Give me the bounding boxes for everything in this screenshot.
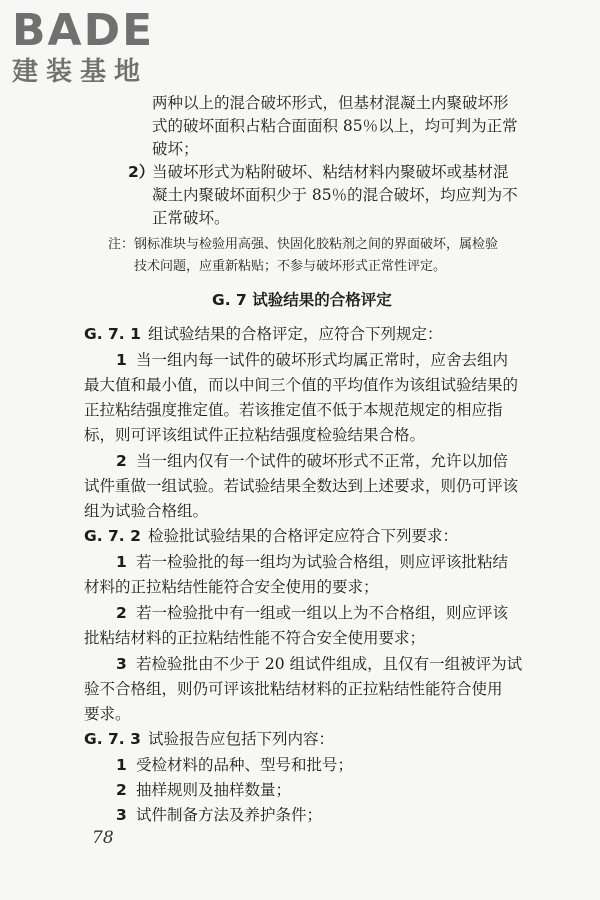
- item-number: 2: [116, 781, 127, 799]
- logo-text-en: BADE: [12, 5, 155, 56]
- text-line: 当一组内每一试件的破坏形式均属正常时，应舍去组内: [136, 351, 509, 369]
- text-line: 当一组内仅有一个试件的破坏形式不正常，允许以加倍: [136, 452, 509, 470]
- text-line: 批粘结材料的正拉粘结性能不符合安全使用要求；: [84, 629, 426, 647]
- text-line: 两种以上的混合破坏形式，但基材混凝土内聚破坏形: [152, 94, 509, 112]
- text-line: 要求。: [84, 705, 131, 723]
- text-line: 凝土内聚破坏面积少于 85％的混合破坏，均应判为不: [152, 186, 518, 204]
- text-line: 试件制备方法及养护条件；: [136, 806, 323, 824]
- note-line: 技术问题，应重新粘贴；不参与破坏形式正常性评定。: [134, 259, 447, 274]
- item-number: 1: [116, 553, 127, 571]
- item-number: 2）: [128, 163, 155, 181]
- text-line: 当破坏形式为粘附破坏、粘结材料内聚破坏或基材混: [152, 163, 509, 181]
- text-line: 标，则可评该组试件正拉粘结强度检验结果合格。: [84, 426, 426, 444]
- text-line: 检验批试验结果的合格评定应符合下列要求：: [148, 527, 459, 545]
- text-line: 抽样规则及抽样数量；: [136, 781, 292, 799]
- text-line: 材料的正拉粘结性能符合安全使用的要求；: [84, 578, 379, 596]
- section-heading: G. 7 试验结果的合格评定: [212, 291, 392, 309]
- text-line: 若一检验批中有一组或一组以上为不合格组，则应评该: [136, 604, 509, 622]
- item-number: 3: [116, 655, 127, 673]
- note-line: 注：钢标准块与检验用高强、快固化胶粘剂之间的界面破坏，属检验: [108, 237, 499, 252]
- item-number: 1: [116, 756, 127, 774]
- item-number: 2: [116, 452, 127, 470]
- bade-logo: [8, 4, 188, 94]
- item-number: 2: [116, 604, 127, 622]
- text-line: 最大值和最小值，而以中间三个值的平均值作为该组试验结果的: [84, 376, 519, 394]
- clause-number: G. 7. 3: [84, 730, 141, 748]
- text-line: 试验报告应包括下列内容：: [148, 730, 335, 748]
- text-line: 若一检验批的每一组均为试验合格组，则应评该批粘结: [136, 553, 509, 571]
- text-line: 若检验批由不少于 20 组试件组成，且仅有一组被评为试: [136, 655, 523, 673]
- text-line: 破坏；: [152, 140, 199, 158]
- text-line: 正拉粘结强度推定值。若该推定值不低于本规范规定的相应指: [84, 401, 503, 419]
- text-line: 验不合格组，则仍可评该批粘结材料的正拉粘结性能符合使用: [84, 680, 503, 698]
- clause-number: G. 7. 1: [84, 325, 141, 343]
- text-line: 组为试验合格组。: [84, 502, 209, 520]
- logo-text-cn: 建装基地: [12, 57, 149, 87]
- item-number: 1: [116, 351, 127, 369]
- text-line: 正常破坏。: [152, 209, 230, 227]
- text-line: 组试验结果的合格评定，应符合下列规定：: [148, 325, 443, 343]
- text-line: 受检材料的品种、型号和批号；: [136, 756, 354, 774]
- page-number: 78: [92, 828, 114, 848]
- clause-number: G. 7. 2: [84, 527, 141, 545]
- text-line: 试件重做一组试验。若试验结果全数达到上述要求，则仍可评该: [84, 477, 519, 495]
- item-number: 3: [116, 806, 127, 824]
- text-line: 式的破坏面积占粘合面面积 85％以上，均可判为正常: [152, 117, 518, 135]
